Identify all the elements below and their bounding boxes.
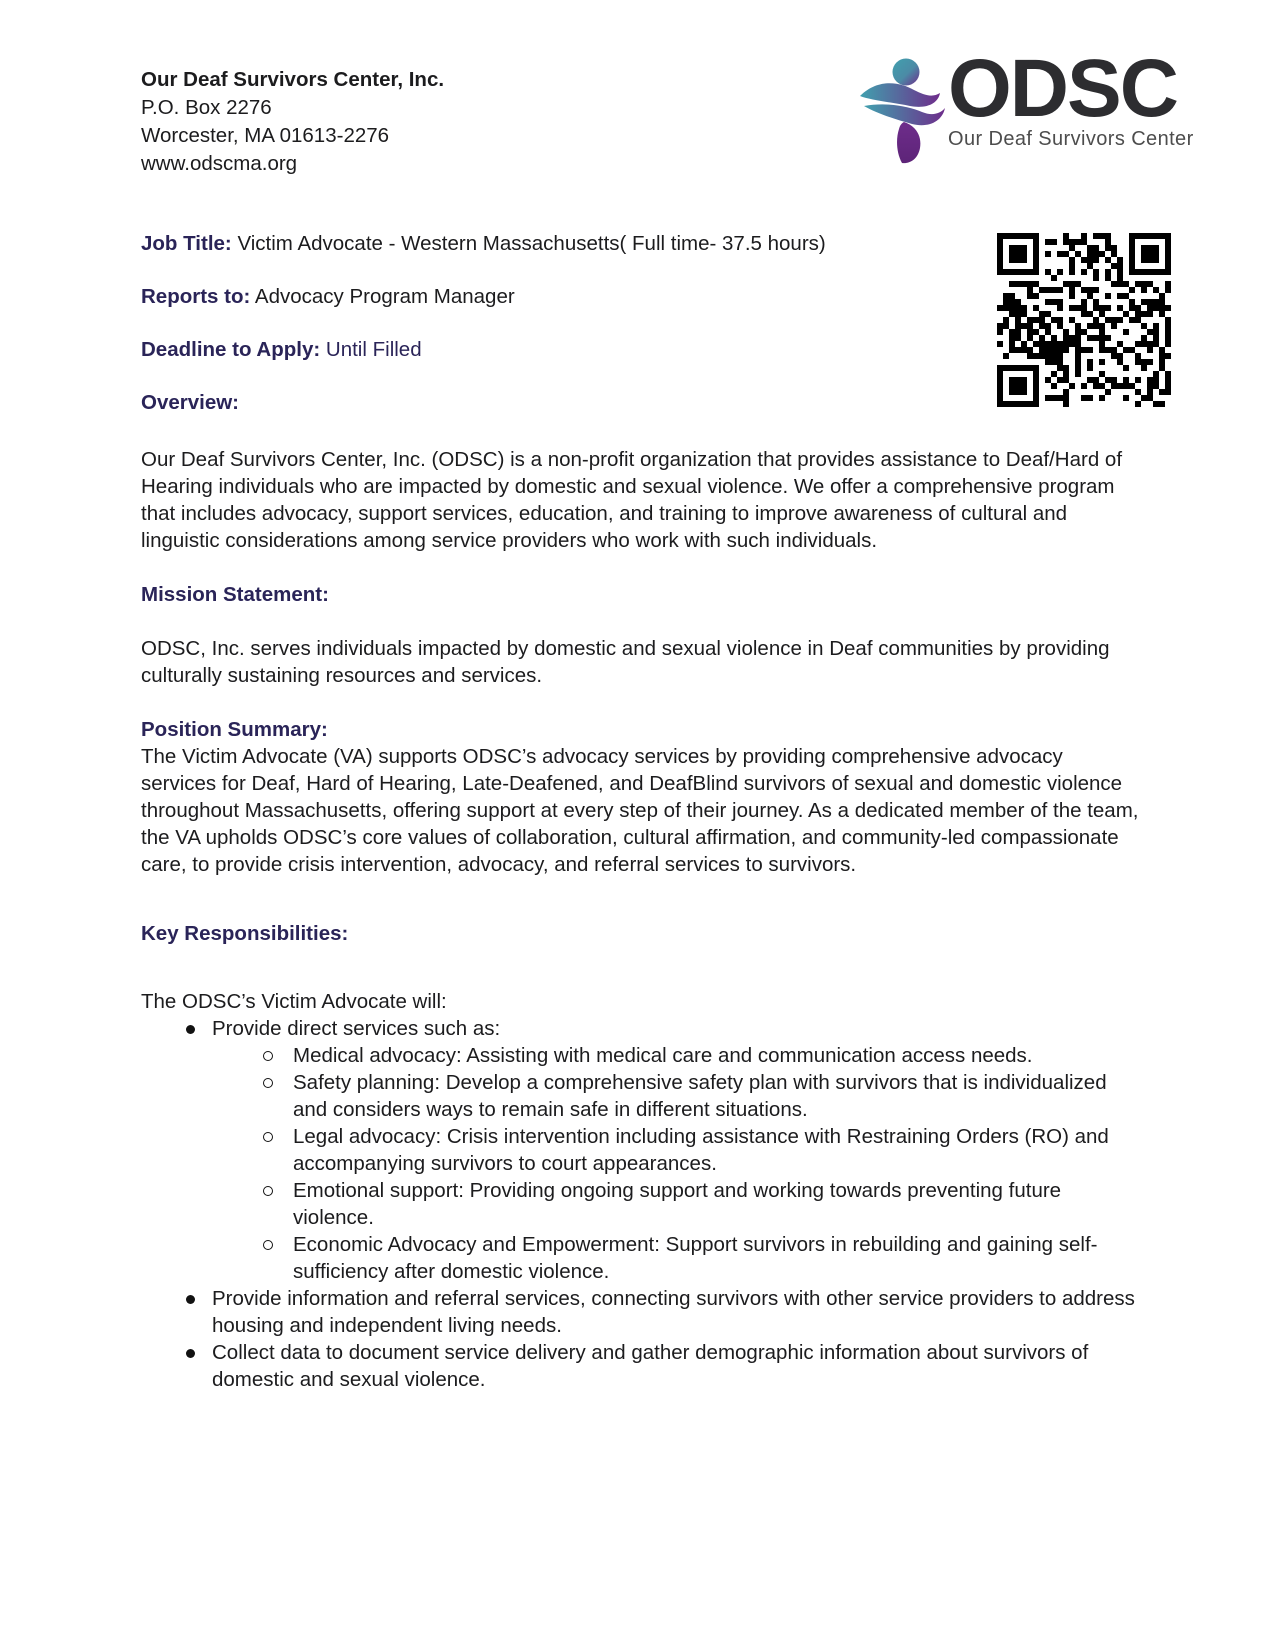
position-summary-heading: Position Summary: [141, 718, 328, 741]
deadline-line [141, 336, 1141, 363]
org-city-state-zip: Worcester, MA 01613-2276 [141, 124, 390, 147]
deadline-label: Deadline to Apply: [141, 338, 321, 361]
reports-to-line [141, 283, 1141, 310]
job-title-value: Victim Advocate - Western Massachusetts( Full time- 37.5 hours) [237, 232, 826, 255]
org-po-box: P.O. Box 2276 [141, 96, 272, 119]
list-item: Safety planning: Develop a comprehensive safety plan with survivors that is individualized and considers ways to remain safe in different situations. [141, 1069, 1141, 1123]
org-address-block [141, 66, 444, 178]
list-item: Medical advocacy: Assisting with medical care and communication access needs. [141, 1042, 1141, 1069]
reports-to-label: Reports to: [141, 285, 251, 308]
logo-acronym: ODSC [948, 43, 1177, 134]
odsc-logo [858, 43, 1194, 164]
key-responsibilities-heading: Key Responsibilities: [141, 922, 349, 945]
logo-tagline: Our Deaf Survivors Center [948, 128, 1194, 150]
position-summary-paragraph: The Victim Advocate (VA) supports ODSC’s advocacy services by providing comprehensive advocacy services for Deaf, Hard of Hearing, Late-Deafened, and DeafBlind survivors of sexual and domestic violence throughout Massachusetts, offering support at every step of their journey. As a dedicated member of the team, the VA upholds ODSC’s core values of collaboration, cultural affirmation, and community-led compassionate care, to provide crisis intervention, advocacy, and referral services to survivors. [141, 745, 1139, 876]
person-figure-logo-icon [858, 56, 946, 164]
list-item: Provide information and referral services, connecting survivors with other service providers to address housing and independent living needs. [141, 1285, 1141, 1339]
job-title-label: Job Title: [141, 232, 232, 255]
list-item: Emotional support: Providing ongoing support and working towards preventing future violence. [141, 1177, 1141, 1231]
reports-to-value: Advocacy Program Manager [254, 285, 515, 308]
list-item: Economic Advocacy and Empowerment: Support survivors in rebuilding and gaining self-sufficiency after domestic violence. [141, 1231, 1141, 1285]
overview-heading: Overview: [141, 391, 239, 414]
logo-text-block [948, 43, 1194, 150]
list-item: Provide direct services such as: [141, 1015, 1141, 1042]
responsibilities-intro: The ODSC’s Victim Advocate will: [141, 990, 447, 1013]
org-website: www.odscma.org [141, 152, 298, 175]
overview-paragraph: Our Deaf Survivors Center, Inc. (ODSC) is a non-profit organization that provides assistance to Deaf/Hard of Hearing individuals who are impacted by domestic and sexual violence. We offer a comprehensive program that includes advocacy, support services, education, and training to improve awareness of cultural and linguistic considerations among service providers who work with such individuals. [141, 448, 1123, 552]
job-title-line [141, 230, 1141, 257]
list-item: Collect data to document service delivery and gather demographic information about survivors of domestic and sexual violence. [141, 1339, 1141, 1393]
mission-heading: Mission Statement: [141, 583, 329, 606]
document-body [141, 230, 1141, 1393]
deadline-value: Until Filled [325, 338, 422, 361]
org-name: Our Deaf Survivors Center, Inc. [141, 68, 445, 91]
list-item: Legal advocacy: Crisis intervention including assistance with Restraining Orders (RO) and accompanying survivors to court appearances. [141, 1123, 1141, 1177]
mission-paragraph: ODSC, Inc. serves individuals impacted by domestic and sexual violence in Deaf communities by providing culturally sustaining resources and services. [141, 637, 1110, 687]
